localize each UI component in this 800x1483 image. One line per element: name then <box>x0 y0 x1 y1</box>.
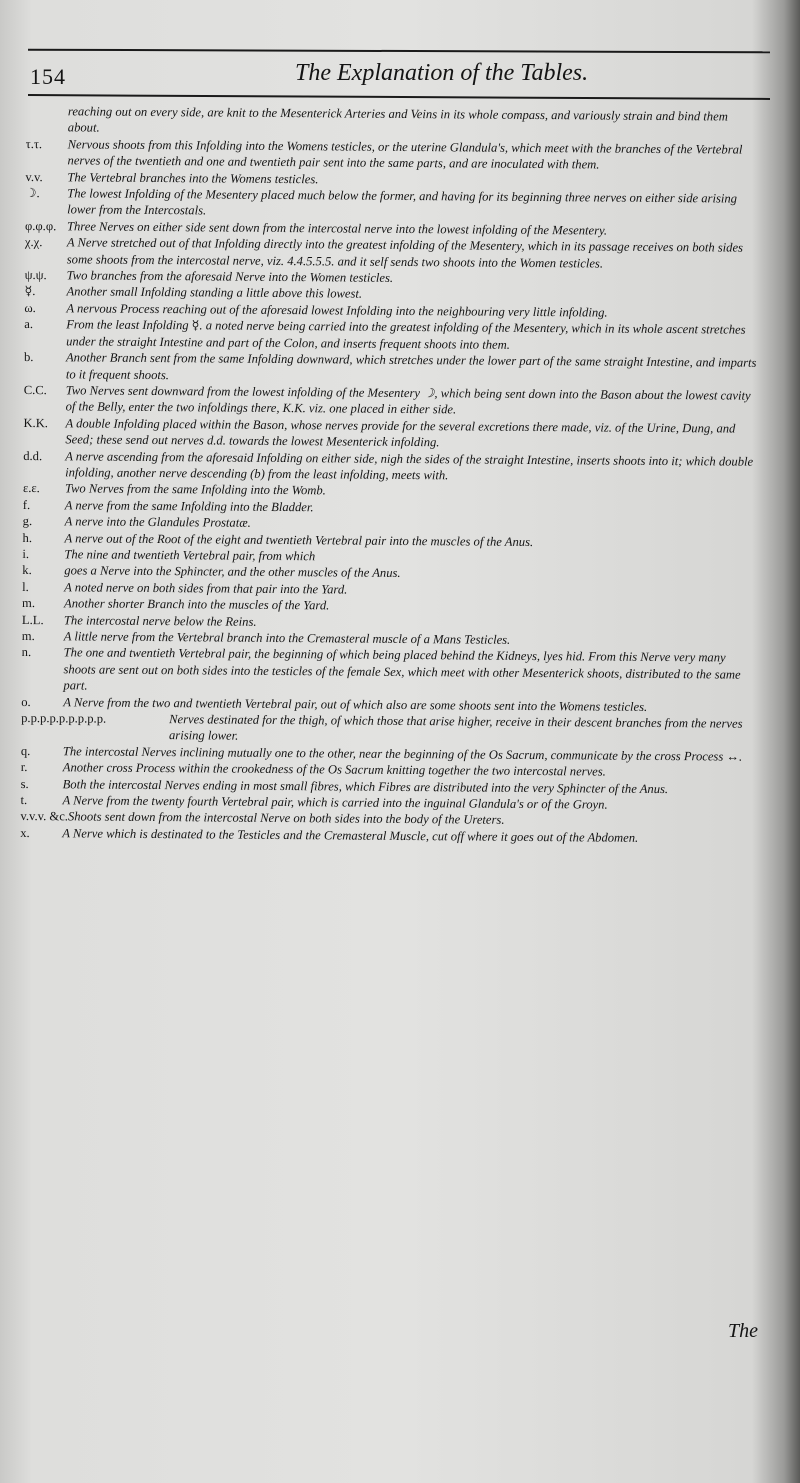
entry <box>21 644 757 699</box>
entry-mark: ω. <box>24 300 36 315</box>
entry-text: Nervous shoots from this Infolding into the Womens testicles, or the uterine Glandula's, which meet with the branches of the Vertebral nerves of the twentieth and one and twentieth pair sent into the same parts, and are inoculated with them. <box>67 137 743 172</box>
entry-mark: q. <box>20 743 31 758</box>
entry-text: Another Branch sent from the same Infolding downward, which stretches under the lower part of the same straight Intestine, and imparts to it frequent shoots. <box>65 350 757 382</box>
entry-mark: b. <box>23 350 34 365</box>
entry-text: From the least Infolding ☿. a noted nerve being carried into the greatest infolding of the Mesentery, which in its whole ascent stretches under the straight Intestine and part of the Colon, and inserts frequent shoots into them. <box>66 317 746 352</box>
entry-text: A little nerve from the Vertebral branch into the Cremasteral muscle of a Mans Testicles. <box>63 629 511 647</box>
entry-text: The intercostal nerve below the Reins. <box>63 612 257 629</box>
entry-mark: ε.ε. <box>22 481 40 496</box>
entry-text: Both the intercostal Nerves ending in most small fibres, which Fibres are distributed into the very Sphincter of the Anus. <box>62 776 669 796</box>
entry-text: A Nerve from the twenty fourth Vertebral pair, which is carried into the inguinal Glandula's or of the Groyn. <box>62 793 608 812</box>
entry-mark: φ.φ.φ. <box>24 218 57 234</box>
entry-text: A Nerve stretched out of that Infolding directly into the greatest infolding of the Mesentery, which in its passage receives on both sides some shoots from the intercostal nerve, viz. 4.4.5.5.5. and it self sends two shoots into the Women testicles. <box>66 235 744 271</box>
entry-text: The Vertebral branches into the Womens testicles. <box>67 169 319 186</box>
entry-mark: n. <box>21 645 32 660</box>
running-head: The Explanation of the Tables. <box>295 60 589 86</box>
entry-text: A Nerve which is destinated to the Testicles and the Cremasteral Muscle, cut off where it goes out of the Abdomen. <box>62 826 639 845</box>
entry-text: Nerves destinated for the thigh, of which those that arise higher, receive in their descent branches from the nerves arising lower. <box>168 712 743 744</box>
entry-mark: s. <box>20 776 29 791</box>
entry-mark: g. <box>22 514 33 529</box>
entry-mark: f. <box>22 497 31 512</box>
entry-mark: a. <box>24 317 34 332</box>
entry-text: The one and twentieth Vertebral pair, the beginning of which being placed behind the Kidneys, lyes hid. From this Nerve very many shoots are sent out on both sides into the testicles of the female Sex, which meet with other Mesenterick shoots, distributed to the same part. <box>63 645 741 693</box>
entry-mark: L.L. <box>21 612 44 627</box>
top-rule <box>28 49 770 54</box>
entry-mark: m. <box>22 596 36 611</box>
entry-text: Three Nerves on either side sent down from the intercostal nerve into the lowest infolding of the Mesentery. <box>66 219 608 238</box>
entry-mark: p.p.p.p.p.p.p.p.p. <box>21 711 107 726</box>
entry-mark: v.v.v. &c. <box>20 809 69 824</box>
entry-mark: k. <box>22 563 32 578</box>
entry-text: A nerve into the Glandules Prostatæ. <box>64 514 251 530</box>
entry-mark: χ.χ. <box>24 235 43 250</box>
entry-text: goes a Nerve into the Sphincter, and the other muscles of the Anus. <box>64 563 401 581</box>
entry-list <box>20 103 762 847</box>
entry-mark: i. <box>22 546 30 562</box>
entry-text: A noted nerve on both sides from that pair into the Yard. <box>64 580 348 597</box>
entry-text: Two branches from the aforesaid Nerve into the Women testicles. <box>66 268 394 285</box>
entry-mark: ☽. <box>25 186 40 201</box>
entry-mark: r. <box>20 760 28 775</box>
entry-mark: τ.τ. <box>25 136 43 151</box>
entry-text: A double Infolding placed within the Bason, whose nerves provide for the several excretions there made, viz. of the Urine, Dung, and Seed; these send out nerves d.d. towards the lowest Mesenterick infolding. <box>65 416 736 450</box>
entry-text: A nerve from the same Infolding into the Bladder. <box>64 498 314 515</box>
entry-mark: t. <box>20 793 28 808</box>
entry-text: A nervous Process reaching out of the aforesaid lowest Infolding into the neighbouring very little infolding. <box>66 301 608 320</box>
entry-text: Two Nerves sent downward from the lowest infolding of the Mesentery ☽, which being sent down into the Bason about the lowest cavity of the Belly, enter the two infoldings there, K.K. viz. one placed in either side. <box>65 383 751 417</box>
catchword: The <box>728 1320 758 1342</box>
entry-mark: ψ.ψ. <box>24 268 47 283</box>
entry-mark: d.d. <box>23 448 43 463</box>
entry-text: The intercostal Nerves inclining mutually one to the other, near the beginning of the Os Sacrum, communicate by the cross Process ↔. <box>62 744 743 764</box>
entry-mark: o. <box>21 694 31 709</box>
entry-text: The nine and twentieth Vertebral pair, from which <box>64 547 316 564</box>
entry-text: Another cross Process within the crookedness of the Os Sacrum knitting together the two intercostal nerves. <box>62 760 606 779</box>
entry-mark: C.C. <box>23 382 47 398</box>
entry-text: Two Nerves from the same Infolding into the Womb. <box>64 481 326 498</box>
entry-text: A nerve ascending from the aforesaid Infolding on either side, nigh the sides of the straight Intestine, inserts shoots into it; which double infolding, another nerve descending (b) from the least infolding, meets with. <box>65 448 754 483</box>
entry-text: Another small Infolding standing a little above this lowest. <box>66 284 363 302</box>
entry-text: Another shorter Branch into the muscles of the Yard. <box>64 596 330 613</box>
entry-mark: x. <box>20 825 30 840</box>
entry-text: Shoots sent down from the intercostal Nerve on both sides into the body of the Ureters. <box>67 809 505 828</box>
entry-mark: m. <box>21 628 35 644</box>
entry-mark: l. <box>22 579 29 594</box>
entry-text: The lowest Infolding of the Mesentery placed much below the former, and having for its beginning three nerves on either side arising lower from the Intercostals. <box>67 186 738 218</box>
entry-mark: ☿. <box>24 284 36 299</box>
page-number: 154 <box>30 64 66 89</box>
entry-text: reaching out on every side, are knit to the Mesenterick Arteries and Veins in its whole compass, and variously strain and bind them about. <box>67 104 728 135</box>
entry-text: A nerve out of the Root of the eight and twentieth Vertebral pair into the muscles of the Anus. <box>64 530 534 549</box>
entry-text: A Nerve from the two and twentieth Vertebral pair, out of which also are some shoots sent into the Womens testicles. <box>63 694 648 714</box>
header-rule <box>28 94 770 99</box>
entry-mark: h. <box>22 530 33 545</box>
entry-mark: v.v. <box>25 169 43 184</box>
entry-mark: K.K. <box>23 415 49 430</box>
